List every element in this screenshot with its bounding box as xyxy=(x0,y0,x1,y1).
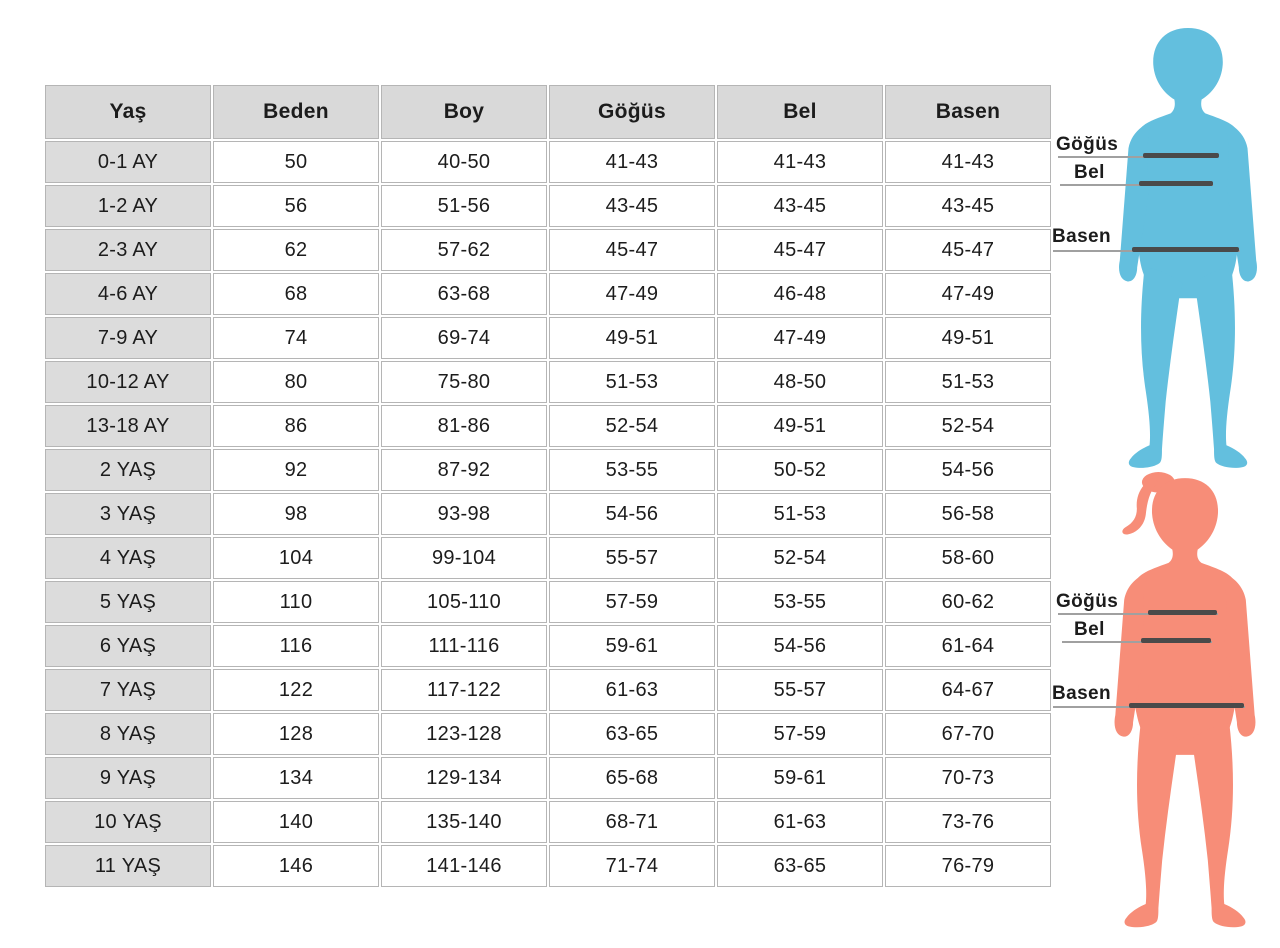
row-header: 2 YAŞ xyxy=(45,449,211,491)
table-cell: 56-58 xyxy=(885,493,1051,535)
table-cell: 52-54 xyxy=(549,405,715,447)
table-row xyxy=(45,713,1051,755)
table-cell: 50 xyxy=(213,141,379,183)
table-cell: 69-74 xyxy=(381,317,547,359)
table-cell: 68 xyxy=(213,273,379,315)
girl-hip-measure-bar xyxy=(1129,703,1244,708)
girl-chest-label: Göğüs xyxy=(1056,591,1119,612)
table-row xyxy=(45,801,1051,843)
row-header: 7-9 AY xyxy=(45,317,211,359)
row-header: 10-12 AY xyxy=(45,361,211,403)
table-cell: 46-48 xyxy=(717,273,883,315)
table-cell: 75-80 xyxy=(381,361,547,403)
table-cell: 45-47 xyxy=(549,229,715,271)
table-row xyxy=(45,405,1051,447)
table-cell: 56 xyxy=(213,185,379,227)
girl-silhouette xyxy=(1090,470,1280,948)
row-header: 4 YAŞ xyxy=(45,537,211,579)
table-cell: 67-70 xyxy=(885,713,1051,755)
table-body xyxy=(45,141,1051,887)
table-cell: 141-146 xyxy=(381,845,547,887)
table-cell: 61-64 xyxy=(885,625,1051,667)
boy-waist-measure-bar xyxy=(1139,181,1213,186)
girl-chest-measure-bar xyxy=(1148,610,1217,615)
boy-hip-label: Basen xyxy=(1052,226,1112,247)
table-cell: 123-128 xyxy=(381,713,547,755)
table-cell: 48-50 xyxy=(717,361,883,403)
boy-chest-measure-bar xyxy=(1143,153,1219,158)
table-row xyxy=(45,581,1051,623)
table-cell: 134 xyxy=(213,757,379,799)
row-header: 0-1 AY xyxy=(45,141,211,183)
table-cell: 49-51 xyxy=(885,317,1051,359)
table-row xyxy=(45,185,1051,227)
column-header: Boy xyxy=(381,85,547,139)
row-header: 7 YAŞ xyxy=(45,669,211,711)
table-cell: 140 xyxy=(213,801,379,843)
header-row xyxy=(45,85,1051,139)
table-cell: 54-56 xyxy=(885,449,1051,491)
table-cell: 87-92 xyxy=(381,449,547,491)
table-cell: 61-63 xyxy=(717,801,883,843)
table-cell: 73-76 xyxy=(885,801,1051,843)
table-row xyxy=(45,273,1051,315)
table-cell: 117-122 xyxy=(381,669,547,711)
table-row xyxy=(45,493,1051,535)
column-header: Bel xyxy=(717,85,883,139)
table-cell: 70-73 xyxy=(885,757,1051,799)
table-row xyxy=(45,845,1051,887)
row-header: 13-18 AY xyxy=(45,405,211,447)
table-cell: 129-134 xyxy=(381,757,547,799)
table-cell: 63-65 xyxy=(717,845,883,887)
girl-waist-measure-bar xyxy=(1141,638,1211,643)
row-header: 8 YAŞ xyxy=(45,713,211,755)
table-cell: 45-47 xyxy=(717,229,883,271)
table-cell: 105-110 xyxy=(381,581,547,623)
table-cell: 63-68 xyxy=(381,273,547,315)
column-header: Basen xyxy=(885,85,1051,139)
table-cell: 122 xyxy=(213,669,379,711)
boy-hip-measure-bar xyxy=(1132,247,1239,252)
table-cell: 92 xyxy=(213,449,379,491)
table-cell: 47-49 xyxy=(885,273,1051,315)
table-cell: 63-65 xyxy=(549,713,715,755)
table-cell: 49-51 xyxy=(717,405,883,447)
table-row xyxy=(45,537,1051,579)
table-row xyxy=(45,141,1051,183)
table-cell: 104 xyxy=(213,537,379,579)
table-cell: 47-49 xyxy=(549,273,715,315)
size-chart-table xyxy=(43,83,1053,889)
table-cell: 54-56 xyxy=(717,625,883,667)
table-row xyxy=(45,361,1051,403)
table-cell: 93-98 xyxy=(381,493,547,535)
table-cell: 57-62 xyxy=(381,229,547,271)
table-cell: 49-51 xyxy=(549,317,715,359)
table-row xyxy=(45,669,1051,711)
girl-body-shape xyxy=(1115,472,1256,927)
table-cell: 57-59 xyxy=(717,713,883,755)
table-cell: 43-45 xyxy=(549,185,715,227)
table-cell: 80 xyxy=(213,361,379,403)
row-header: 4-6 AY xyxy=(45,273,211,315)
table-cell: 53-55 xyxy=(717,581,883,623)
table-cell: 45-47 xyxy=(885,229,1051,271)
column-header: Göğüs xyxy=(549,85,715,139)
table-cell: 76-79 xyxy=(885,845,1051,887)
row-header: 11 YAŞ xyxy=(45,845,211,887)
table-cell: 60-62 xyxy=(885,581,1051,623)
row-header: 9 YAŞ xyxy=(45,757,211,799)
table-cell: 74 xyxy=(213,317,379,359)
table-cell: 50-52 xyxy=(717,449,883,491)
table-row xyxy=(45,229,1051,271)
table-cell: 71-74 xyxy=(549,845,715,887)
table-cell: 68-71 xyxy=(549,801,715,843)
table-cell: 52-54 xyxy=(885,405,1051,447)
row-header: 2-3 AY xyxy=(45,229,211,271)
table-cell: 146 xyxy=(213,845,379,887)
table-cell: 128 xyxy=(213,713,379,755)
table-cell: 62 xyxy=(213,229,379,271)
row-header: 5 YAŞ xyxy=(45,581,211,623)
table-cell: 86 xyxy=(213,405,379,447)
table-cell: 57-59 xyxy=(549,581,715,623)
row-header: 1-2 AY xyxy=(45,185,211,227)
table-cell: 54-56 xyxy=(549,493,715,535)
row-header: 3 YAŞ xyxy=(45,493,211,535)
table-cell: 52-54 xyxy=(717,537,883,579)
column-header: Beden xyxy=(213,85,379,139)
table-cell: 40-50 xyxy=(381,141,547,183)
table-cell: 116 xyxy=(213,625,379,667)
table-cell: 110 xyxy=(213,581,379,623)
table-cell: 65-68 xyxy=(549,757,715,799)
table-cell: 55-57 xyxy=(549,537,715,579)
table-cell: 55-57 xyxy=(717,669,883,711)
table-cell: 43-45 xyxy=(717,185,883,227)
table-row xyxy=(45,317,1051,359)
table-cell: 51-56 xyxy=(381,185,547,227)
boy-chest-label: Göğüs xyxy=(1056,134,1119,155)
table-cell: 59-61 xyxy=(717,757,883,799)
boy-silhouette xyxy=(1095,24,1280,491)
table-cell: 51-53 xyxy=(885,361,1051,403)
table-cell: 99-104 xyxy=(381,537,547,579)
table-cell: 64-67 xyxy=(885,669,1051,711)
table-cell: 51-53 xyxy=(717,493,883,535)
boy-waist-label: Bel xyxy=(1074,162,1105,183)
girl-waist-label: Bel xyxy=(1074,619,1105,640)
table-cell: 51-53 xyxy=(549,361,715,403)
table-cell: 43-45 xyxy=(885,185,1051,227)
table-cell: 41-43 xyxy=(885,141,1051,183)
table-cell: 41-43 xyxy=(549,141,715,183)
table-cell: 59-61 xyxy=(549,625,715,667)
table-cell: 47-49 xyxy=(717,317,883,359)
table-cell: 53-55 xyxy=(549,449,715,491)
table-cell: 81-86 xyxy=(381,405,547,447)
table-cell: 58-60 xyxy=(885,537,1051,579)
table-row xyxy=(45,757,1051,799)
column-header: Yaş xyxy=(45,85,211,139)
row-header: 10 YAŞ xyxy=(45,801,211,843)
table-cell: 41-43 xyxy=(717,141,883,183)
table-row xyxy=(45,449,1051,491)
table-cell: 98 xyxy=(213,493,379,535)
table-cell: 61-63 xyxy=(549,669,715,711)
girl-hip-label: Basen xyxy=(1052,683,1112,704)
table-cell: 135-140 xyxy=(381,801,547,843)
table-row xyxy=(45,625,1051,667)
row-header: 6 YAŞ xyxy=(45,625,211,667)
table-cell: 111-116 xyxy=(381,625,547,667)
